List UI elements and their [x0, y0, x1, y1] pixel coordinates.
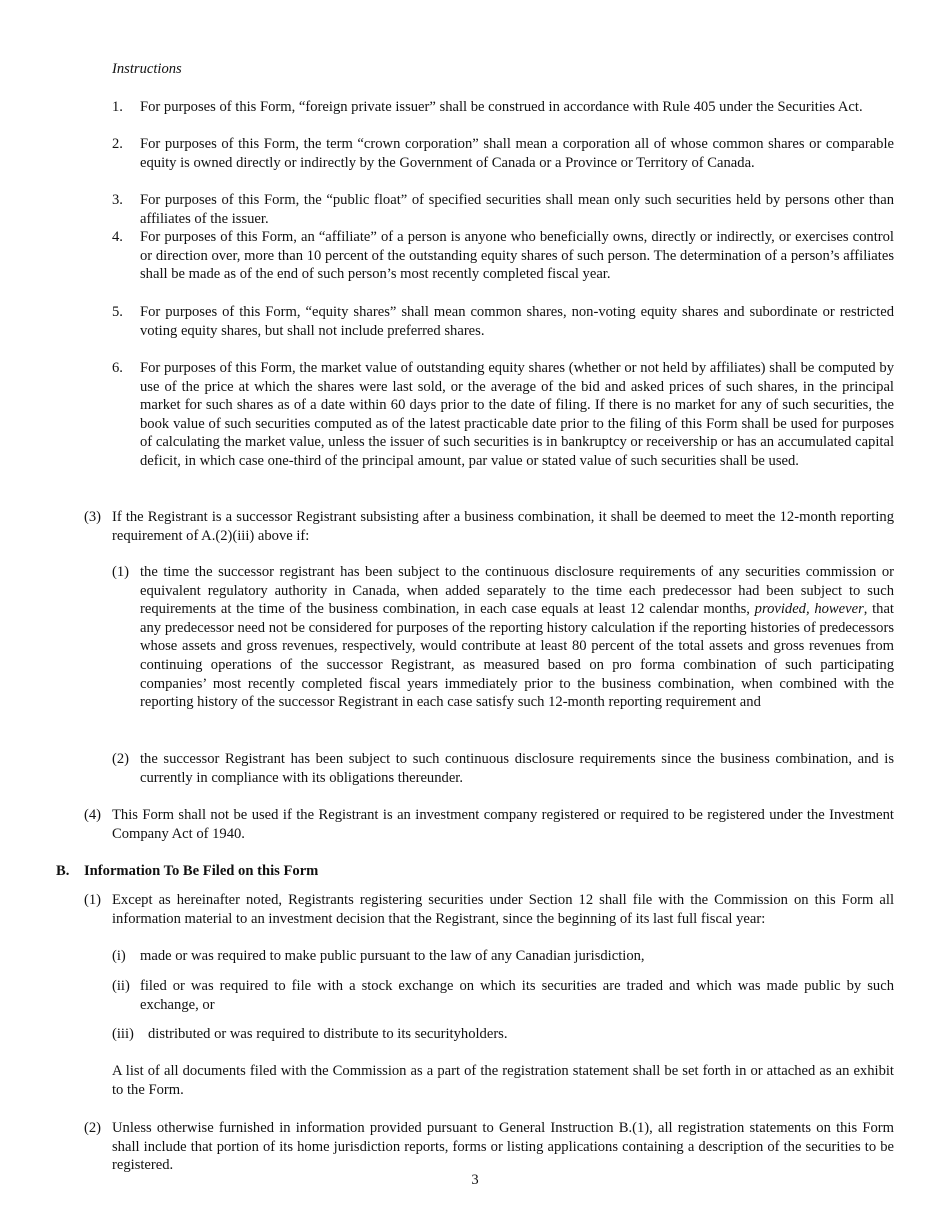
clause-text: This Form shall not be used if the Registrant is an investment company registered or required to be registered under the Investment Company Act of 1940. — [112, 807, 894, 842]
instruction-number: 2. — [112, 136, 123, 152]
instruction-text: For purposes of this Form, “foreign private issuer” shall be construed in accordance with Rule 405 under the Securities Act. — [140, 99, 863, 115]
page-number: 3 — [471, 1172, 479, 1188]
instructions-heading: Instructions — [112, 61, 182, 77]
instruction-text: For purposes of this Form, the term “crown corporation” shall mean a corporation all of whose common shares or comparable equity is owned directly or indirectly by the Government of Canada or a Province or Territory of Canada. — [140, 136, 894, 171]
clause-text: Except as hereinafter noted, Registrants registering securities under Section 12 shall file with the Commission on this Form all information material to an investment decision that the Registrant, since the beginning of its last full fiscal year: — [112, 892, 894, 927]
instruction-number: 1. — [112, 99, 123, 115]
clause-number: (4) — [84, 807, 102, 823]
instruction-number: 4. — [112, 229, 123, 245]
instruction-text: For purposes of this Form, an “affiliate” of a person is anyone who beneficially owns, directly or indirectly, or exercises control or direction over, more than 10 percent of the outstanding equity shares of such person. The determination of a person’s affiliates shall be made as of the end of such person’s most recently completed fiscal year. — [140, 229, 894, 283]
instruction-number: 3. — [112, 192, 123, 208]
subclause-text: the time the successor registrant has been subject to the continuous disclosure requirements of any securities commission or equivalent regulatory authority in Canada, when added separately to the time each predecessor had been subject to such requirements at the time of the business combination, in each case equals at least 12 calendar months, provided, however, that any predecessor need not be considered for purposes of the reporting history calculation if the reporting histories of predecessors whose assets and gross revenues, respectively, would contribute at least 80 percent of the total assets and gross revenues from continuing operations of the successor Registrant, as measured based on pro forma combination of such participating companies’ most recently completed fiscal years immediately prior to the business combination, when combined with the reporting history of the successor Registrant in each case satisfy such 12-month reporting requirement and — [140, 564, 894, 711]
instruction-number: 6. — [112, 360, 123, 376]
list-item-number: (ii) — [112, 978, 130, 994]
section-title: Information To Be Filed on this Form — [84, 863, 319, 879]
list-note: A list of all documents filed with the Commission as a part of the registration statement shall be set forth in or attached as an exhibit to the Form. — [112, 1063, 894, 1098]
clause-number: (2) — [84, 1120, 102, 1136]
list-item-number: (i) — [112, 948, 126, 964]
subclause-number: (2) — [112, 751, 130, 767]
subclause-number: (1) — [112, 564, 130, 580]
list-item-text: distributed or was required to distribute to its securityholders. — [148, 1026, 508, 1042]
list-item-text: made or was required to make public pursuant to the law of any Canadian jurisdiction, — [140, 948, 645, 964]
instruction-text: For purposes of this Form, “equity shares” shall mean common shares, non-voting equity shares and subordinate or restricted voting equity shares, but shall not include preferred shares. — [140, 304, 894, 339]
instruction-text: For purposes of this Form, the “public float” of specified securities shall mean only such securities held by persons other than affiliates of the issuer. — [140, 192, 894, 227]
section-letter: B. — [56, 863, 70, 879]
list-item-text: filed or was required to file with a stock exchange on which its securities are traded and which was made public by such exchange, or — [140, 978, 894, 1013]
subclause-text: the successor Registrant has been subject to such continuous disclosure requirements since the business combination, and is currently in compliance with its obligations thereunder. — [140, 751, 894, 786]
clause-text: If the Registrant is a successor Registrant subsisting after a business combination, it shall be deemed to meet the 12-month reporting requirement of A.(2)(iii) above if: — [112, 509, 894, 544]
instruction-number: 5. — [112, 304, 123, 320]
clause-text: Unless otherwise furnished in information provided pursuant to General Instruction B.(1), all registration statements on this Form shall include that portion of its home jurisdiction reports, forms or listing applications containing a description of the securities to be registered. — [112, 1120, 894, 1174]
clause-number: (3) — [84, 509, 102, 525]
instruction-text: For purposes of this Form, the market value of outstanding equity shares (whether or not held by affiliates) shall be computed by use of the price at which the shares were last sold, or the average of the bid and asked prices of such shares, in the principal market for such shares as of a date within 60 days prior to the date of filing. If there is no market for any of such securities, the book value of such securities computed as of the latest practicable date prior to the filing of this Form shall be used for purposes of calculating the market value, unless the issuer of such securities is in bankruptcy or receivership or has an accumulated capital deficit, in which case one-third of the principal amount, par value or stated value of such securities shall be used. — [140, 360, 894, 469]
list-item-number: (iii) — [112, 1026, 134, 1042]
clause-number: (1) — [84, 892, 102, 908]
